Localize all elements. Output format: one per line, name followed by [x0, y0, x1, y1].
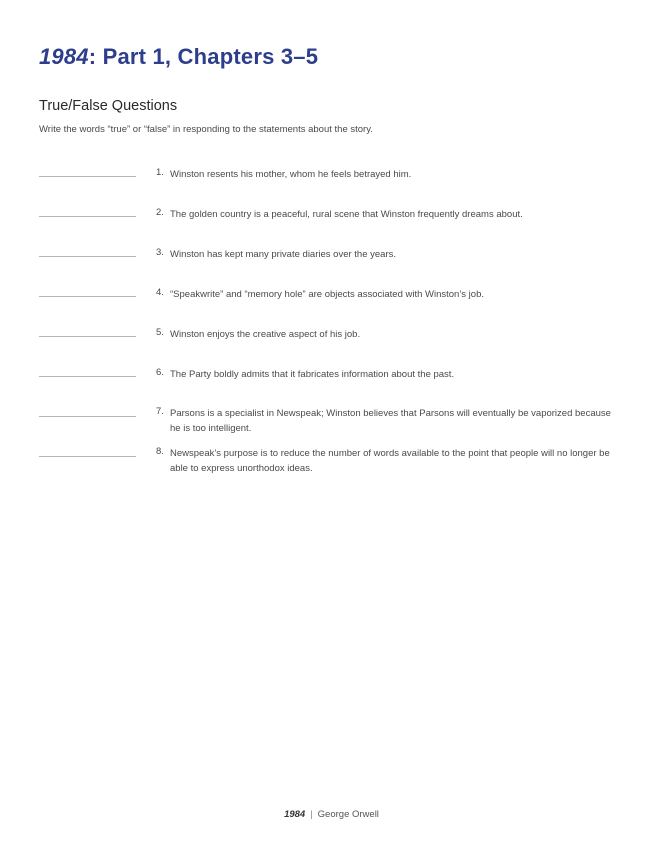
question-text: “Speakwrite” and “memory hole” are objects associated with Winston’s job.	[170, 289, 484, 300]
question-text: Parsons is a specialist in Newspeak; Winston believes that Parsons will eventually be vaporized because he is too intelligent.	[170, 408, 611, 434]
question-text: The golden country is a peaceful, rural scene that Winston frequently dreams about.	[170, 209, 523, 220]
question-number: 2.	[156, 207, 164, 218]
answer-line-3[interactable]	[39, 256, 136, 257]
answer-line-7[interactable]	[39, 416, 136, 417]
question-number: 1.	[156, 167, 164, 178]
answer-line-8[interactable]	[39, 456, 136, 457]
page-title-rest: : Part 1, Chapters 3–5	[88, 44, 319, 69]
question-text: Newspeak’s purpose is to reduce the number of words available to the point that people will no longer be able to express unorthodox ideas.	[170, 448, 610, 474]
question-number: 4.	[156, 287, 164, 298]
question-text: Winston enjoys the creative aspect of his job.	[170, 329, 361, 340]
page-title-book: 1984	[39, 44, 89, 69]
answer-line-6[interactable]	[39, 376, 136, 377]
page-title	[39, 44, 318, 70]
answer-line-5[interactable]	[39, 336, 136, 337]
question-number: 3.	[156, 247, 164, 258]
answer-line-4[interactable]	[39, 296, 136, 297]
question-number: 8.	[156, 446, 164, 457]
footer-separator: |	[310, 809, 313, 820]
question-text: The Party boldly admits that it fabricates information about the past.	[170, 369, 455, 380]
answer-line-1[interactable]	[39, 176, 136, 177]
question-number: 6.	[156, 367, 164, 378]
instructions-text: Write the words “true” or “false” in responding to the statements about the story.	[39, 124, 373, 135]
footer-book-title: 1984	[284, 809, 306, 820]
section-heading: True/False Questions	[39, 98, 178, 114]
answer-line-2[interactable]	[39, 216, 136, 217]
question-number: 5.	[156, 327, 164, 338]
question-text: Winston resents his mother, whom he feels betrayed him.	[170, 169, 412, 180]
question-number: 7.	[156, 406, 164, 417]
page-footer	[0, 809, 663, 820]
footer-author: George Orwell	[317, 809, 379, 820]
question-text: Winston has kept many private diaries over the years.	[170, 249, 396, 260]
